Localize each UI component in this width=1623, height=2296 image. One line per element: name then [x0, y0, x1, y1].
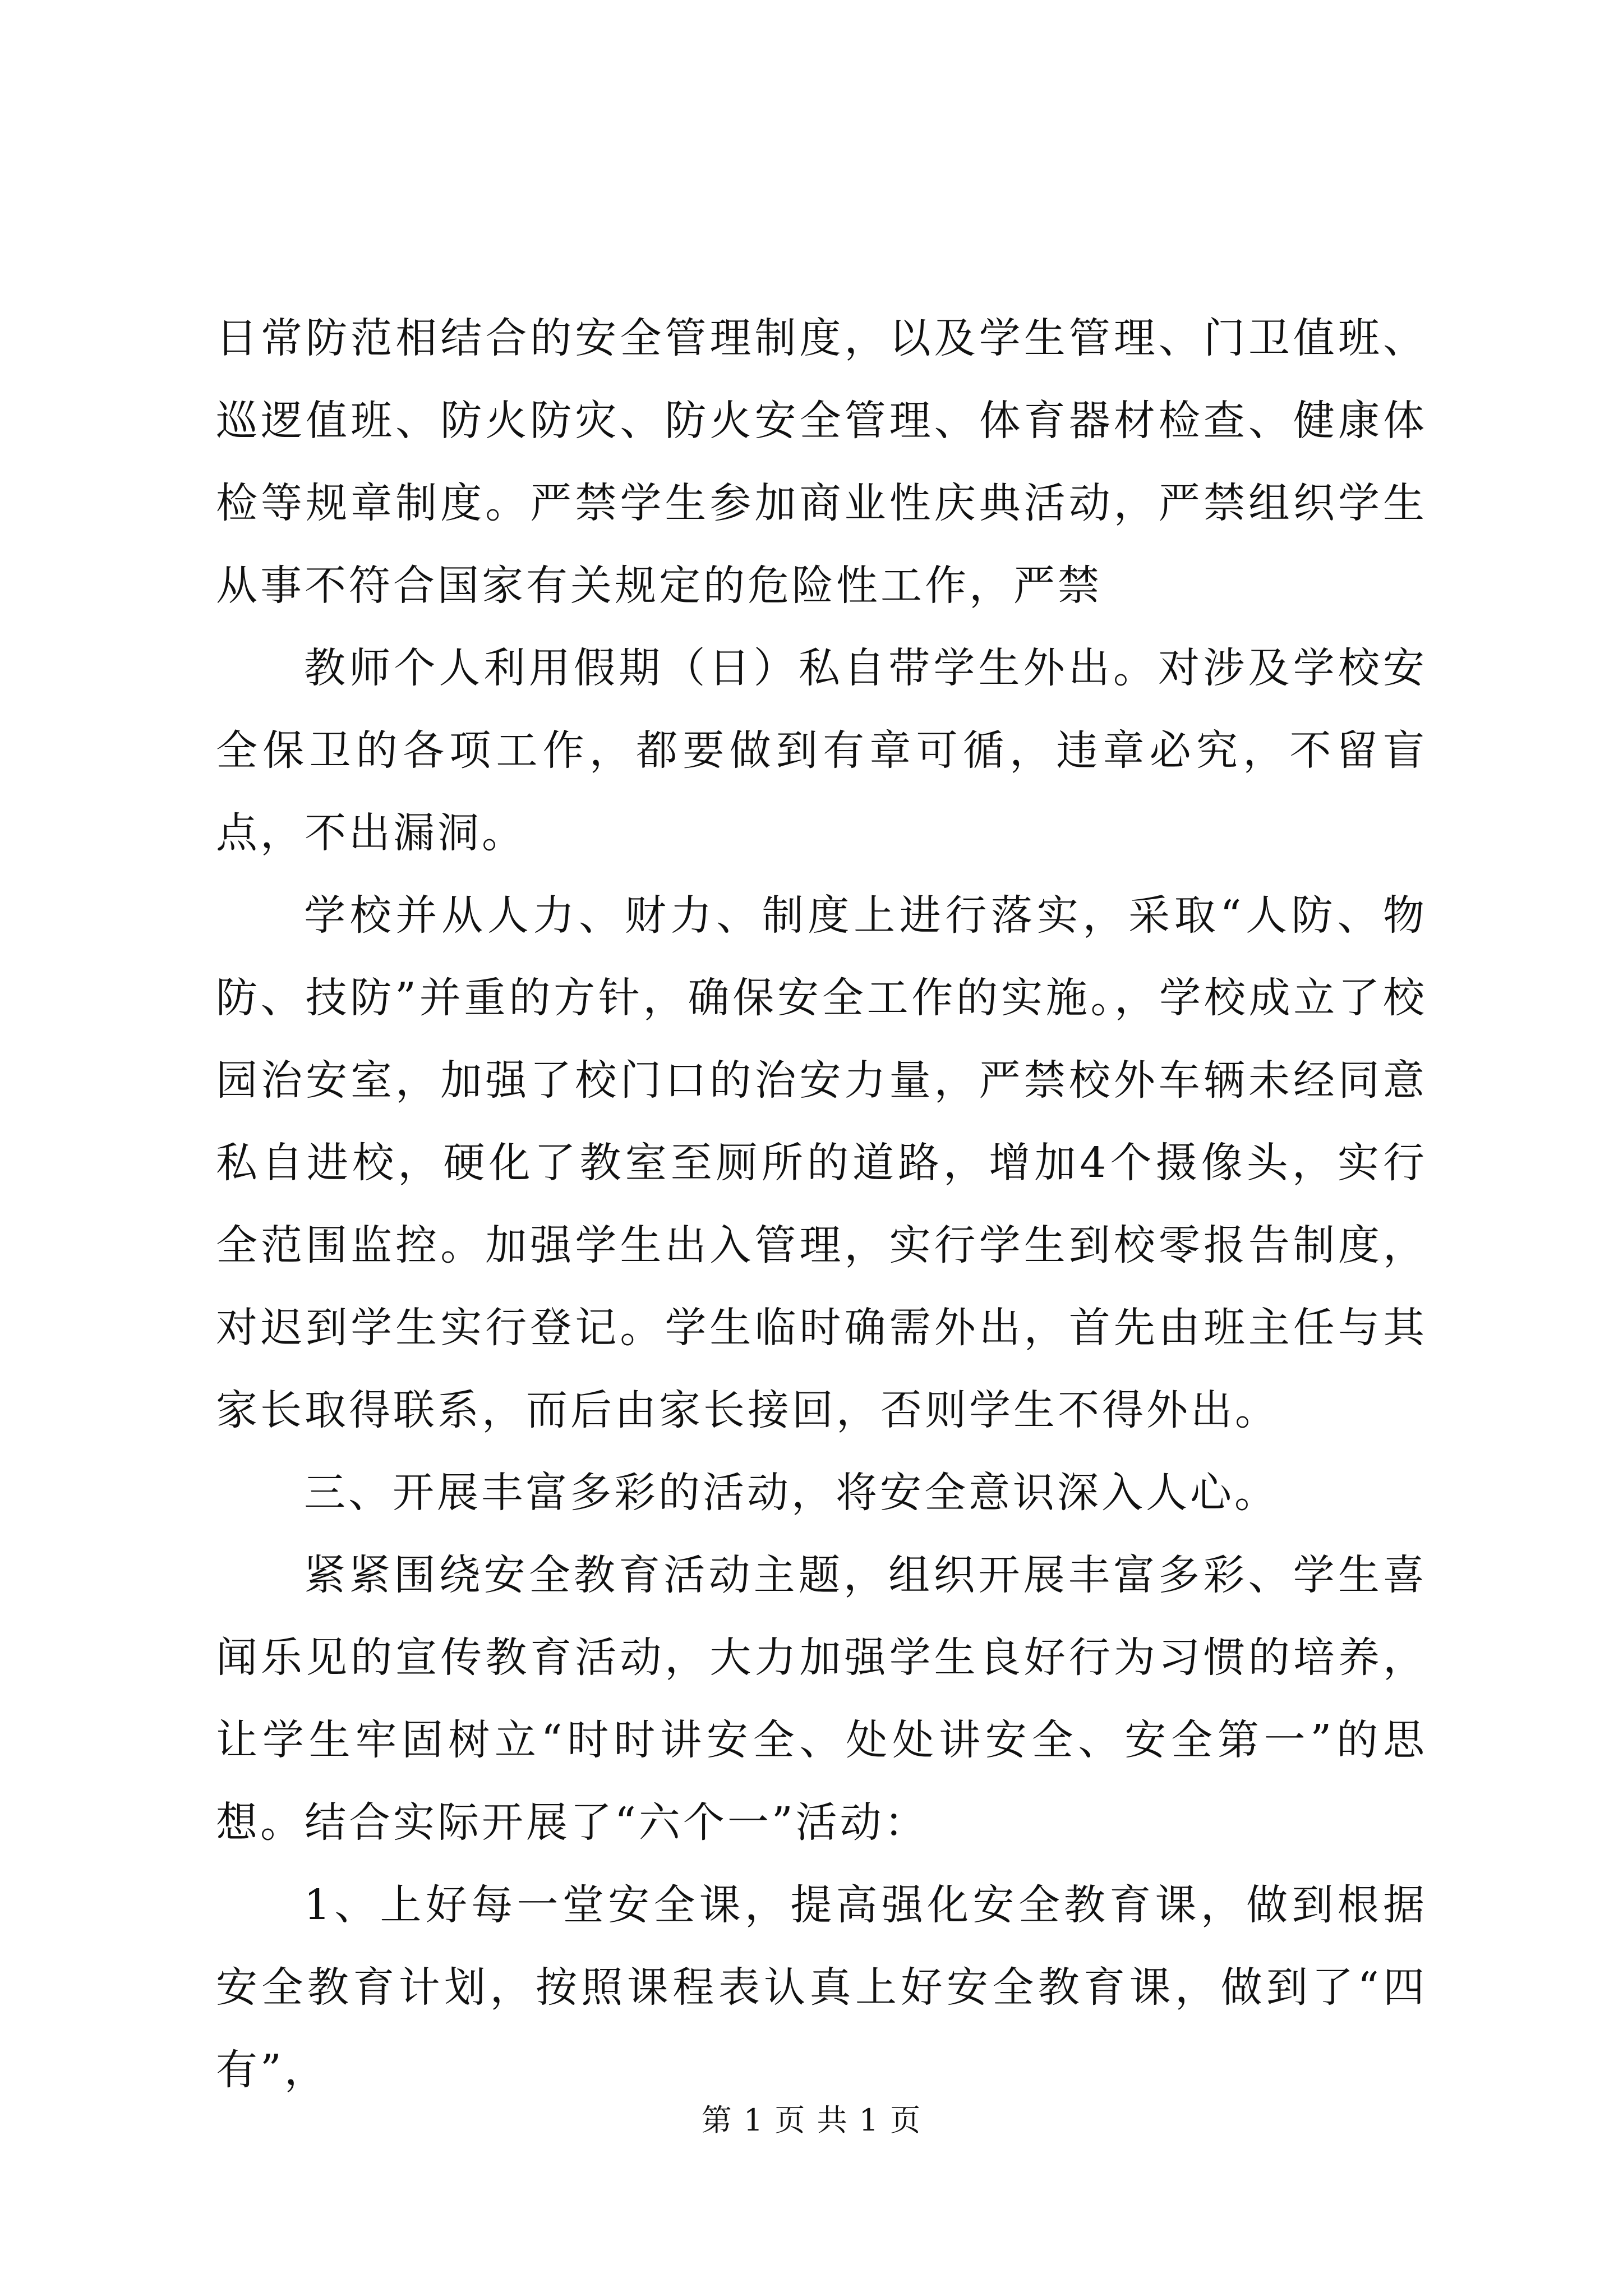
paragraph-5: 1、上好每一堂安全课，提高强化安全教育课，做到根据安全教育计划，按照课程表认真上好安全教育课，做到了“四有”， — [216, 1881, 1427, 2094]
paragraph-3: 学校并从人力、财力、制度上进行落实，采取“人防、物防、技防”并重的方针，确保安全工作的实施。，学校成立了校园治安室，加强了校门口的治安力量，严禁校外车辆未经同意私自进校，硬化了教室至厕所的道路，增加4个摄像头，实行全范围监控。加强学生出入管理，实行学生到校零报告制度，对迟到学生实行登记。学生临时确需外出，首先由班主任与其家长取得联系，而后由家长接回，否则学生不得外出。 — [216, 891, 1427, 1434]
paragraph-1: 日常防范相结合的安全管理制度，以及学生管理、门卫值班、巡逻值班、防火防灾、防火安全管理、体育器材检查、健康体检等规章制度。严禁学生参加商业性庆典活动，严禁组织学生从事不符合国家有关规定的危险性工作，严禁 — [216, 314, 1427, 610]
paragraph-4: 紧紧围绕安全教育活动主题，组织开展丰富多彩、学生喜闻乐见的宣传教育活动，大力加强学生良好行为习惯的培养，让学生牢固树立“时时讲安全、处处讲安全、安全第一”的思想。结合实际开展了“六个一”活动： — [216, 1551, 1427, 1847]
page-footer: 第 1 页 共 1 页 — [701, 2102, 922, 2138]
document-body — [216, 297, 1427, 2111]
section-heading: 三、开展丰富多彩的活动，将安全意识深入人心。 — [304, 1469, 1279, 1517]
paragraph-2: 教师个人利用假期（日）私自带学生外出。对涉及学校安全保卫的各项工作，都要做到有章可循，违章必究，不留盲点，不出漏洞。 — [216, 644, 1427, 857]
